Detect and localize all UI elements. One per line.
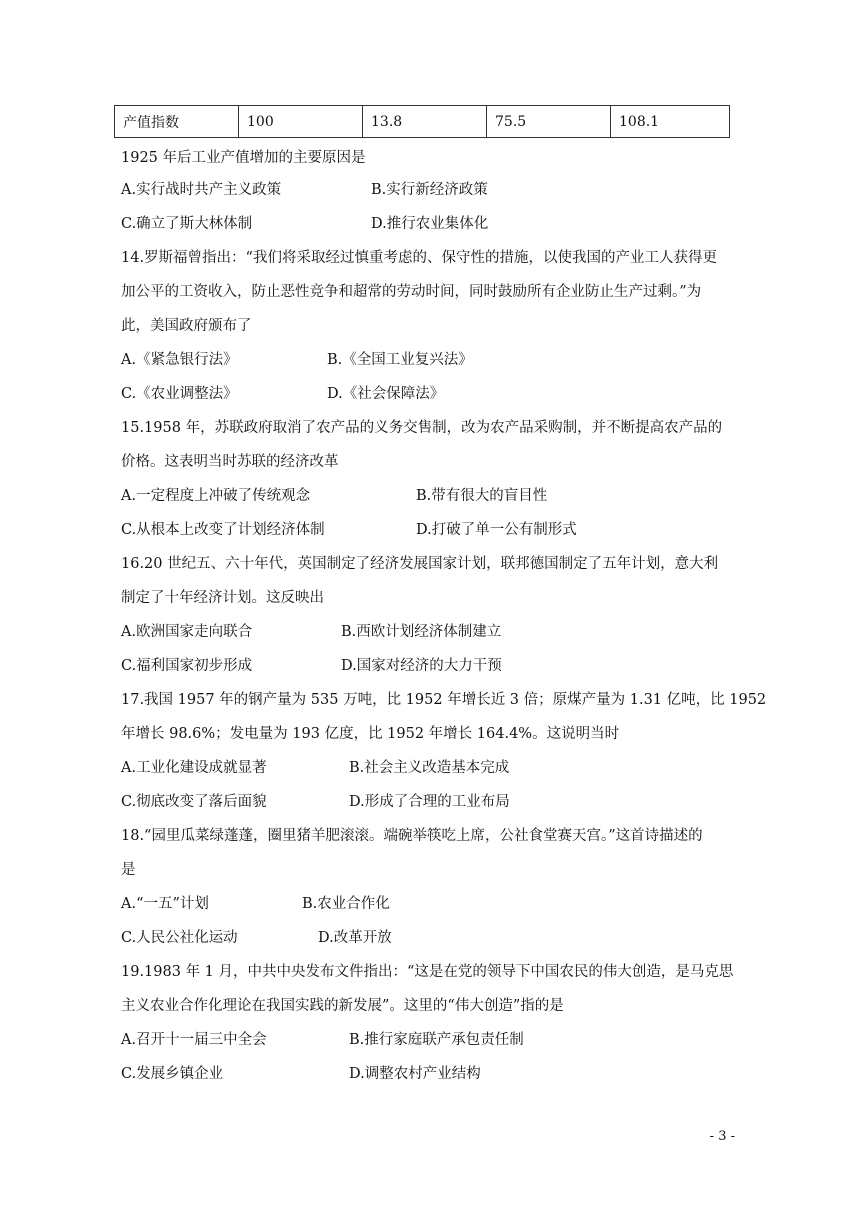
question-18-line-1: 18.“园里瓜菜绿蓬蓬，圈里猪羊肥滚滚。端碗举筷吃上席，公社食堂赛天宫。”这首诗描述的 <box>121 828 703 844</box>
table-cell: 产值指数 <box>115 106 239 138</box>
q13-option-b: B.实行新经济政策 <box>371 182 488 198</box>
question-13-stem: 1925 年后工业产值增加的主要原因是 <box>121 150 366 166</box>
q15-option-c: C.从根本上改变了计划经济体制 <box>121 522 325 538</box>
question-14-line-1: 14.罗斯福曾指出：“我们将采取经过慎重考虑的、保守性的措施，以使我国的产业工人获得更 <box>121 250 717 266</box>
table-cell: 100 <box>239 106 363 138</box>
question-14-line-2: 加公平的工资收入，防止恶性竞争和超常的劳动时间，同时鼓励所有企业防止生产过剩。”为 <box>121 284 702 300</box>
q15-option-b: B.带有很大的盲目性 <box>416 488 548 504</box>
q13-option-c: C.确立了斯大林体制 <box>121 216 253 232</box>
q17-option-b: B.社会主义改造基本完成 <box>349 760 510 776</box>
question-15-line-2: 价格。这表明当时苏联的经济改革 <box>121 454 339 470</box>
table-cell: 13.8 <box>363 106 487 138</box>
q14-option-b: B.《全国工业复兴法》 <box>327 352 473 368</box>
q17-option-d: D.形成了合理的工业布局 <box>349 794 510 810</box>
q16-option-d: D.国家对经济的大力干预 <box>341 658 502 674</box>
q14-option-c: C.《农业调整法》 <box>121 386 238 402</box>
page-number: - 3 - <box>709 1129 735 1144</box>
q15-option-d: D.打破了单一公有制形式 <box>416 522 577 538</box>
question-17-line-1: 17.我国 1957 年的钢产量为 535 万吨，比 1952 年增长近 3 倍；原煤产量为 1.31 亿吨，比 1952 <box>121 692 767 708</box>
table-row <box>115 106 730 138</box>
question-16-line-2: 制定了十年经济计划。这反映出 <box>121 590 324 606</box>
data-table <box>114 105 730 138</box>
question-15-line-1: 15.1958 年，苏联政府取消了农产品的义务交售制，改为农产品采购制，并不断提高农产品的 <box>121 420 723 436</box>
table-cell: 75.5 <box>487 106 611 138</box>
question-19-line-1: 19.1983 年 1 月，中共中央发布文件指出：“这是在党的领导下中国农民的伟大创造，是马克思 <box>121 964 734 980</box>
question-18-line-2: 是 <box>121 862 136 878</box>
q19-option-a: A.召开十一届三中全会 <box>121 1032 267 1048</box>
q17-option-a: A.工业化建设成就显著 <box>121 760 267 776</box>
table-cell: 108.1 <box>611 106 730 138</box>
q16-option-a: A.欧洲国家走向联合 <box>121 624 253 640</box>
q18-option-b: B.农业合作化 <box>302 896 390 912</box>
question-17-line-2: 年增长 98.6%；发电量为 193 亿度，比 1952 年增长 164.4%。这说明当时 <box>121 726 620 742</box>
q19-option-c: C.发展乡镇企业 <box>121 1066 224 1082</box>
question-14-line-3: 此，美国政府颁布了 <box>121 318 252 334</box>
q13-option-a: A.实行战时共产主义政策 <box>121 182 282 198</box>
q18-option-c: C.人民公社化运动 <box>121 930 238 946</box>
q16-option-c: C.福利国家初步形成 <box>121 658 253 674</box>
q15-option-a: A.一定程度上冲破了传统观念 <box>121 488 311 504</box>
q13-option-d: D.推行农业集体化 <box>371 216 489 232</box>
q18-option-d: D.改革开放 <box>318 930 392 946</box>
question-16-line-1: 16.20 世纪五、六十年代，英国制定了经济发展国家计划，联邦德国制定了五年计划，意大利 <box>121 556 719 572</box>
q18-option-a: A.“一五”计划 <box>121 896 209 912</box>
q14-option-d: D.《社会保障法》 <box>327 386 445 402</box>
q19-option-b: B.推行家庭联产承包责任制 <box>349 1032 524 1048</box>
q17-option-c: C.彻底改变了落后面貌 <box>121 794 267 810</box>
question-19-line-2: 主义农业合作化理论在我国实践的新发展”。这里的“伟大创造”指的是 <box>121 998 564 1014</box>
q16-option-b: B.西欧计划经济体制建立 <box>341 624 502 640</box>
q19-option-d: D.调整农村产业结构 <box>349 1066 481 1082</box>
q14-option-a: A.《紧急银行法》 <box>121 352 238 368</box>
